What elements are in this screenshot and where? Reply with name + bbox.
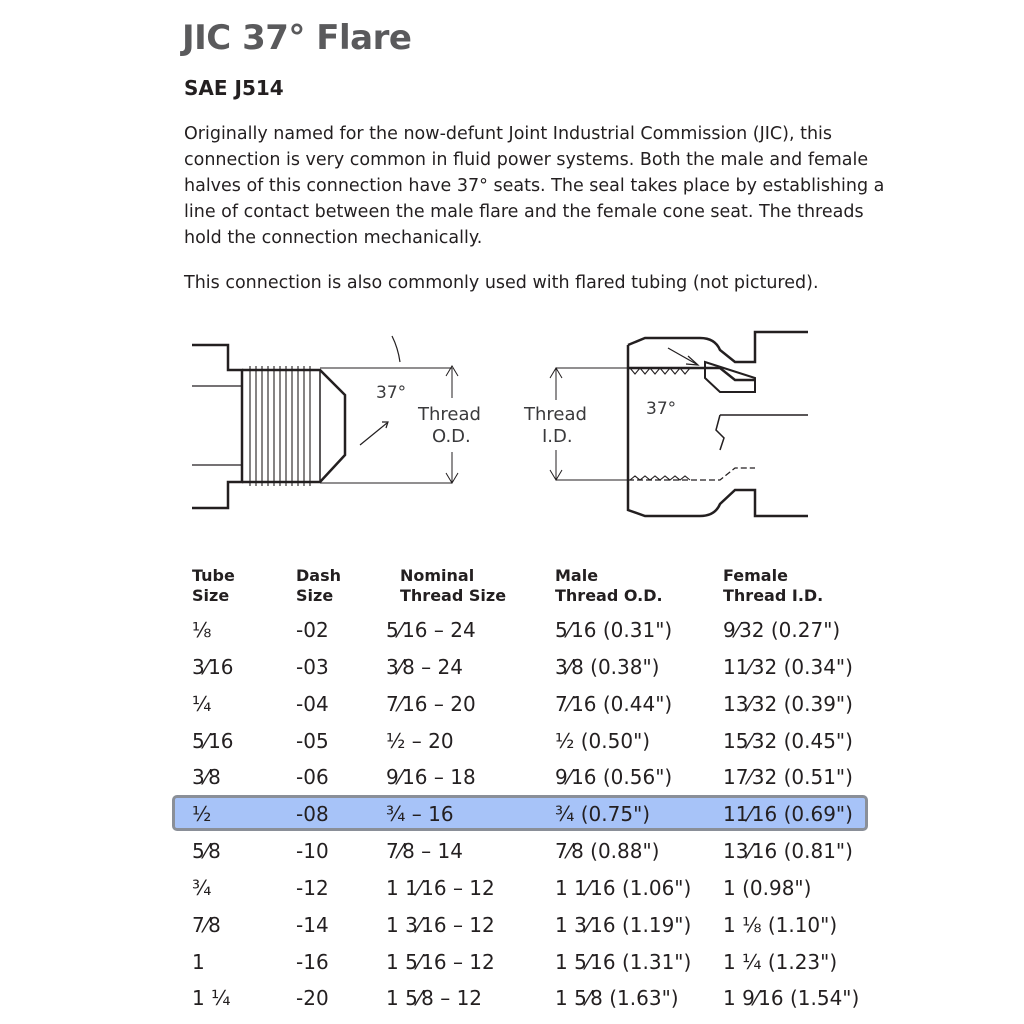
header-line: Size [296, 586, 334, 605]
cell-dash-size: -14 [296, 913, 329, 937]
cell-nominal-thread: 1 3⁄16 – 12 [386, 913, 495, 937]
description-line: halves of this connection have 37° seats. The seal takes place by establishing a [184, 176, 885, 196]
cell-male-od: 7⁄16 (0.44") [555, 692, 673, 716]
header-line: Size [192, 586, 230, 605]
header-line: Thread O.D. [555, 586, 663, 605]
cell-male-od: 1 5⁄8 (1.63") [555, 986, 679, 1010]
cell-male-od: 1 5⁄16 (1.31") [555, 950, 692, 974]
male-angle-label: 37° [376, 383, 407, 403]
cell-male-od: 7⁄8 (0.88") [555, 839, 660, 863]
description-line: Originally named for the now-defunt Joint Industrial Commission (JIC), this [184, 124, 833, 144]
header-line: Tube [192, 566, 235, 585]
female-fitting-illustration [550, 332, 808, 516]
cell-nominal-thread: 9⁄16 – 18 [386, 765, 476, 789]
table-row [0, 651, 1024, 688]
cell-nominal-thread: 5⁄16 – 24 [386, 618, 476, 642]
cell-tube-size: 7⁄8 [192, 913, 221, 937]
table-row [0, 761, 1024, 798]
header-female-thread-id [723, 566, 823, 606]
description-line: hold the connection mechanically. [184, 228, 483, 248]
cell-female-id: 1 ¼ (1.23") [723, 950, 838, 974]
header-line: Thread I.D. [723, 586, 824, 605]
male-thread-label: Thread [418, 404, 481, 425]
cell-dash-size: -05 [296, 729, 329, 753]
cell-female-id: 9⁄32 (0.27") [723, 618, 841, 642]
cell-female-id: 11⁄16 (0.69") [723, 802, 853, 826]
page-title: JIC 37° Flare [182, 18, 412, 58]
table-row [0, 835, 1024, 872]
cell-female-id: 1 9⁄16 (1.54") [723, 986, 860, 1010]
cell-dash-size: -08 [296, 802, 329, 826]
cell-nominal-thread: 7⁄16 – 20 [386, 692, 476, 716]
cell-dash-size: -06 [296, 765, 329, 789]
cell-nominal-thread: 3⁄8 – 24 [386, 655, 463, 679]
cell-tube-size: ½ [192, 802, 212, 826]
cell-nominal-thread: 1 5⁄16 – 12 [386, 950, 495, 974]
cell-dash-size: -10 [296, 839, 329, 863]
description-line: line of contact between the male flare and the female cone seat. The threads [184, 202, 864, 222]
table-row [0, 872, 1024, 909]
cell-tube-size: 3⁄16 [192, 655, 234, 679]
table-row [0, 946, 1024, 983]
note-paragraph [184, 270, 904, 296]
cell-female-id: 1 ⅛ (1.10") [723, 913, 838, 937]
description-paragraph [184, 121, 904, 251]
cell-tube-size: 5⁄16 [192, 729, 234, 753]
cell-male-od: 3⁄8 (0.38") [555, 655, 660, 679]
cell-nominal-thread: 1 1⁄16 – 12 [386, 876, 495, 900]
header-line: Female [723, 566, 788, 585]
cell-dash-size: -03 [296, 655, 329, 679]
header-line: Male [555, 566, 599, 585]
table-row [0, 909, 1024, 946]
cell-dash-size: -12 [296, 876, 329, 900]
cell-dash-size: -04 [296, 692, 329, 716]
cell-nominal-thread: 7⁄8 – 14 [386, 839, 463, 863]
cell-male-od: 5⁄16 (0.31") [555, 618, 673, 642]
cell-male-od: 9⁄16 (0.56") [555, 765, 673, 789]
header-tube-size [192, 566, 235, 606]
cell-dash-size: -02 [296, 618, 329, 642]
cell-female-id: 11⁄32 (0.34") [723, 655, 853, 679]
male-od-label: O.D. [432, 426, 471, 447]
cell-female-id: 17⁄32 (0.51") [723, 765, 853, 789]
table-row-highlighted [0, 798, 1024, 835]
header-line: Nominal [400, 566, 475, 585]
header-male-thread-od [555, 566, 663, 606]
page-subtitle: SAE J514 [184, 76, 284, 100]
cell-male-od: 1 1⁄16 (1.06") [555, 876, 692, 900]
cell-tube-size: 1 [192, 950, 205, 974]
female-angle-label: 37° [646, 399, 677, 419]
cell-tube-size: 5⁄8 [192, 839, 221, 863]
header-line: Thread Size [400, 586, 507, 605]
cell-nominal-thread: ½ – 20 [386, 729, 454, 753]
table-row [0, 688, 1024, 725]
cell-tube-size: 1 ¼ [192, 986, 231, 1010]
cell-dash-size: -16 [296, 950, 329, 974]
cell-male-od: ¾ (0.75") [555, 802, 651, 826]
description-line: connection is very common in fluid power systems. Both the male and female [184, 150, 869, 170]
cell-female-id: 13⁄32 (0.39") [723, 692, 853, 716]
cell-nominal-thread: 1 5⁄8 – 12 [386, 986, 483, 1010]
cell-tube-size: ¾ [192, 876, 212, 900]
cell-nominal-thread: ¾ – 16 [386, 802, 454, 826]
cell-tube-size: ¼ [192, 692, 212, 716]
cell-female-id: 15⁄32 (0.45") [723, 729, 853, 753]
table-row [0, 725, 1024, 762]
cell-tube-size: 3⁄8 [192, 765, 221, 789]
cell-male-od: ½ (0.50") [555, 729, 651, 753]
note-line: This connection is also commonly used with flared tubing (not pictured). [184, 273, 819, 293]
cell-male-od: 1 3⁄16 (1.19") [555, 913, 692, 937]
cell-female-id: 1 (0.98") [723, 876, 812, 900]
female-id-label: I.D. [542, 426, 573, 447]
cell-tube-size: ⅛ [192, 618, 212, 642]
fitting-diagram [180, 320, 820, 520]
table-row [0, 614, 1024, 651]
header-nominal-thread-size [400, 566, 506, 606]
female-thread-label: Thread [524, 404, 587, 425]
table-row [0, 982, 1024, 1019]
header-line: Dash [296, 566, 341, 585]
header-dash-size [296, 566, 341, 606]
cell-dash-size: -20 [296, 986, 329, 1010]
cell-female-id: 13⁄16 (0.81") [723, 839, 853, 863]
